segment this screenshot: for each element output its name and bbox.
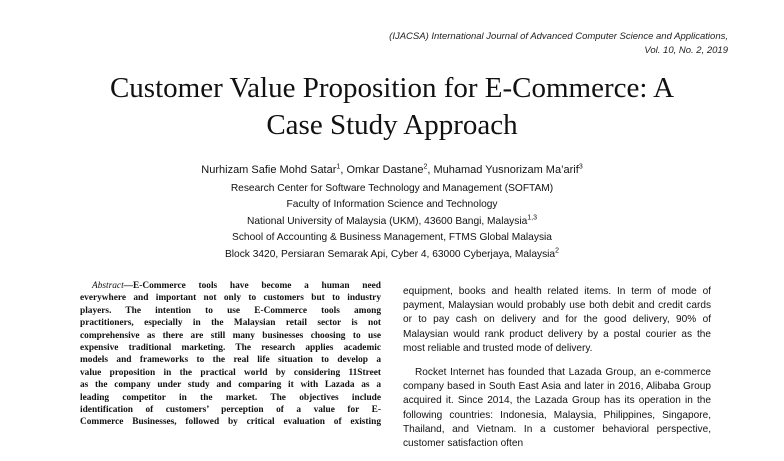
abstract (80, 280, 381, 429)
author-name: Omkar Dastane (346, 164, 424, 176)
journal-header (389, 30, 728, 58)
affiliation-sup: 2 (555, 247, 560, 255)
abstract-line: everywhere and important not only to customers but to industry (80, 293, 381, 304)
affiliation-text: Research Center for Software Technology and Management (SOFTAM) (230, 183, 554, 194)
affiliation-line (0, 197, 784, 213)
affiliation-line (0, 181, 784, 197)
body-column-right (403, 285, 711, 461)
journal-name: (IJACSA) International Journal of Advanced Computer Science and Applications, (389, 31, 728, 42)
author-sup: 3 (578, 163, 583, 171)
abstract-text: —E-Commerce tools have become a human need (123, 281, 381, 291)
abstract-line: as the company under study and comparing it with Lazada as a (80, 380, 381, 391)
abstract-line: models and frameworks to the real life situation to develop a (80, 355, 381, 366)
title-line-1: Customer Value Proposition for E-Commerce: A (109, 72, 675, 104)
abstract-line: practitioners, especially in the Malaysian retail sector is not (80, 318, 381, 329)
body-paragraph: Rocket Internet has founded that Lazada Group, an e-commerce company based in South East Asia and later in 2016, Alibaba Group acquired it. Since 2014, the Lazada Group has its operation in the following countries: Indonesia, Malaysia, Philippines, Singapore, Thailand, and Vietnam. In a customer behavioral perspective, customer satisfaction often (403, 367, 711, 450)
abstract-line: expensive traditional marketing. The research applies academic (80, 343, 381, 354)
affiliation-text: National University of Malaysia (UKM), 43600 Bangi, Malaysia (246, 215, 528, 227)
body-paragraph: equipment, books and health related items. In term of mode of payment, Malaysian would probably use both debit and credit cards or to pay cash on delivery and for the good delivery, 90% of Malaysian would rank product delivery by a postal courier as the most reliable and trusted mode of delivery. (403, 286, 711, 354)
author-list (0, 163, 784, 178)
author-separator: , (340, 164, 347, 176)
affiliations (0, 181, 784, 263)
affiliation-line (0, 247, 784, 263)
abstract-line: Commerce Businesses, followed by critical evaluation of existing (80, 417, 381, 428)
abstract-line: identification of customers’ perception of a value for E- (80, 405, 381, 416)
affiliation-line (0, 230, 784, 246)
abstract-line: players. The intention to use E-Commerce tools among (80, 305, 381, 316)
affiliation-sup: 1,3 (527, 214, 537, 222)
affiliation-line (0, 214, 784, 230)
title-line-2: Case Study Approach (266, 109, 518, 141)
abstract-line: value proposition in the practical world by considering 11Street (80, 367, 381, 378)
affiliation-text: Faculty of Information Science and Technology (286, 199, 498, 211)
author-sup: 2 (423, 163, 428, 171)
journal-volume: Vol. 10, No. 2, 2019 (644, 45, 728, 56)
abstract-line (80, 280, 381, 292)
paper-title (0, 70, 784, 144)
abstract-line: comprehensive as there are still many businesses choosing to use (80, 330, 381, 341)
abstract-line: leading competitor in the market. The objectives include (80, 392, 381, 403)
affiliation-text: School of Accounting & Business Management, FTMS Global Malaysia (232, 232, 552, 244)
author-name: Nurhizam Safie Mohd Satar (201, 164, 337, 176)
author-name: Muhamad Yusnorizam Ma’arif (433, 164, 579, 176)
author-separator: , (427, 164, 434, 176)
affiliation-text: Block 3420, Persiaran Semarak Api, Cyber 4, 63000 Cyberjaya, Malaysia (224, 248, 556, 260)
author-sup: 1 (336, 163, 341, 171)
abstract-label: Abstract (92, 281, 124, 291)
